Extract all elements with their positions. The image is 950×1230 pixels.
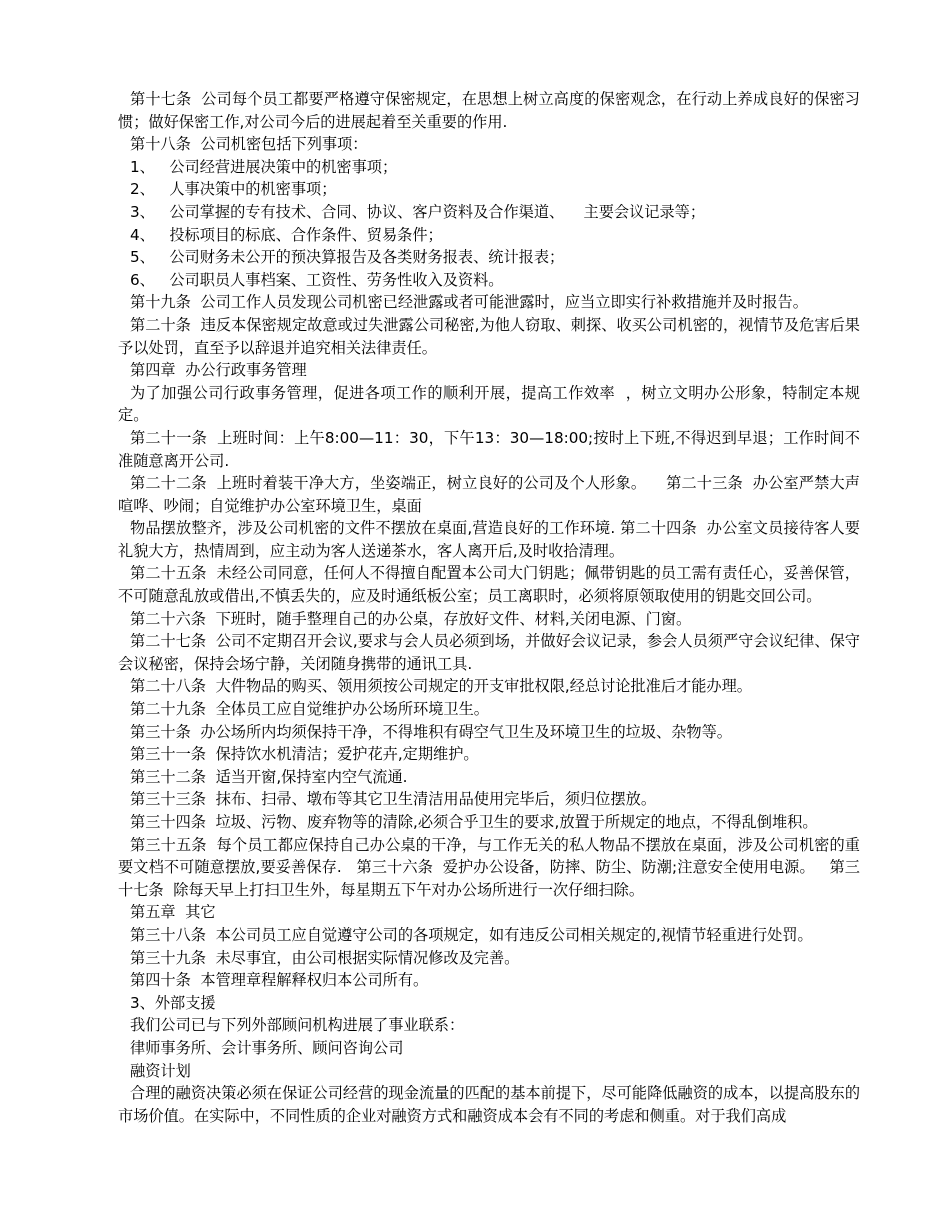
paragraph-art34: 第三十四条 垃圾、污物、废弃物等的清除,必须合乎卫生的要求,放置于所规定的地点，不得乱倒堆积。 <box>130 813 818 831</box>
paragraph-art39: 第三十九条 未尽事宜，由公司根据实际情况修改及完善。 <box>130 948 520 967</box>
paragraph-art27: 第二十七条 公司不定期召开会议,要求与会人员必须到场，并做好会议记录，参会人员须严守会议纪律、保守会议秘密，保持会场宁静，关闭随身携带的通讯工具. <box>118 632 860 673</box>
paragraph-external-list: 律师事务所、会计事务所、顾问咨询公司 <box>130 1038 404 1057</box>
list-item-4: 4、 投标项目的标底、合作条件、贸易条件； <box>130 225 443 244</box>
paragraph-art28: 第二十八条 大件物品的购买、领用须按公司规定的开支审批权限,经总讨论批准后才能办理。 <box>130 677 752 696</box>
paragraph-intro: 为了加强公司行政事务管理，促进各项工作的顺利开展，提高工作效率 ，树立文明办公形象，特制定本规定。 <box>118 383 860 425</box>
paragraph-art33: 第三十三条 抹布、扫帚、墩布等其它卫生清洁用品使用完毕后，须归位摆放。 <box>130 790 657 809</box>
paragraph-art25: 第二十五条 未经公司同意，任何人不得擅自配置本公司大门钥匙；佩带钥匙的员工需有责任心，妥善保管，不可随意乱放或借出,不慎丢失的，应及时通纸板公室；员工离职时，必须将原领取使用的钥匙交回公司。 <box>118 564 860 606</box>
list-item-5: 5、 公司财务未公开的预决算报告及各类财务报表、统计报表； <box>130 248 565 267</box>
paragraph-art31: 第三十一条 保持饮水机清洁；爱护花卉,定期维护。 <box>130 745 479 764</box>
list-item-1: 1、 公司经营进展决策中的机密事项； <box>130 157 398 176</box>
paragraph-art22-23: 第二十二条 上班时着装干净大方，坐姿端正，树立良好的公司及个人形象。 第二十三条 办公室严禁大声喧哗、吵闹；自觉维护办公室环境卫生，桌面 <box>118 474 860 515</box>
paragraph-art24: 物品摆放整齐，涉及公司机密的文件不摆放在桌面,营造良好的工作环境. 第二十四条 办公室文员接待客人要礼貌大方，热情周到，应主动为客人送递茶水，客人离开后,及时收拾清理。 <box>118 519 860 560</box>
chapter-heading-4: 第四章 办公行政事务管理 <box>130 361 307 380</box>
paragraph-art18: 第十八条 公司机密包括下列事项： <box>130 135 368 154</box>
paragraph-art30: 第三十条 办公场所内均须保持干净，不得堆积有碍空气卫生及环境卫生的垃圾、杂物等。 <box>130 722 732 741</box>
paragraph-art29: 第二十九条 全体员工应自觉维护办公场所环境卫生。 <box>130 700 489 719</box>
document-body <box>118 88 860 1127</box>
section-heading-financing: 融资计划 <box>130 1061 191 1080</box>
paragraph-art26: 第二十六条 下班时，随手整理自己的办公桌，存放好文件、材料,关闭电源、门窗。 <box>130 609 692 628</box>
paragraph-art19: 第十九条 公司工作人员发现公司机密已经泄露或者可能泄露时，应当立即实行补救措施并及时报告。 <box>130 293 808 312</box>
paragraph-art35-37: 第三十五条 每个员工都应保持自己办公桌的干净，与工作无关的私人物品不摆放在桌面，涉及公司机密的重要文档不可随意摆放,要妥善保存. 第三十六条 爱护办公设备，防摔、防尘、防潮;注意安全使用电源。 第三十七条 除每天早上打扫卫生外，每星期五下午对办公场所进行一次仔细扫除。 <box>118 835 860 899</box>
paragraph-art32: 第三十二条 适当开窗,保持室内空气流通. <box>130 767 408 786</box>
list-item-2: 2、 人事决策中的机密事项； <box>130 180 337 199</box>
paragraph-external-intro: 我们公司已与下列外部顾问机构进展了事业联系： <box>130 1016 465 1035</box>
paragraph-art40: 第四十条 本管理章程解释权归本公司所有。 <box>130 971 429 990</box>
section-heading-external-support: 3、外部支援 <box>130 993 216 1012</box>
paragraph-art20: 第二十条 违反本保密规定故意或过失泄露公司秘密,为他人窃取、刺探、收买公司机密的，视情节及危害后果予以处罚，直至予以辞退并追究相关法律责任。 <box>118 315 860 357</box>
list-item-6: 6、 公司职员人事档案、工资性、劳务性收入及资料。 <box>130 270 504 289</box>
paragraph-art17: 第十七条 公司每个员工都要严格遵守保密规定，在思想上树立高度的保密观念，在行动上养成良好的保密习惯；做好保密工作,对公司今后的进展起着至关重要的作用. <box>118 90 860 131</box>
chapter-heading-5: 第五章 其它 <box>130 903 216 922</box>
paragraph-art38: 第三十八条 本公司员工应自觉遵守公司的各项规定，如有违反公司相关规定的,视情节轻重进行处罚。 <box>130 925 813 944</box>
paragraph-art21: 第二十一条 上班时间：上午8:00—11：30，下午13：30—18:00;按时上下班,不得迟到早退；工作时间不准随意离开公司. <box>118 428 860 470</box>
paragraph-financing: 合理的融资决策必须在保证公司经营的现金流量的匹配的基本前提下，尽可能降低融资的成本，以提高股东的市场价值。在实际中，不同性质的企业对融资方式和融资成本会有不同的考虑和侧重。对于我们高成 <box>118 1084 860 1125</box>
list-item-3: 3、 公司掌握的专有技术、合同、协议、客户资料及合作渠道、 主要会议记录等； <box>130 202 706 221</box>
